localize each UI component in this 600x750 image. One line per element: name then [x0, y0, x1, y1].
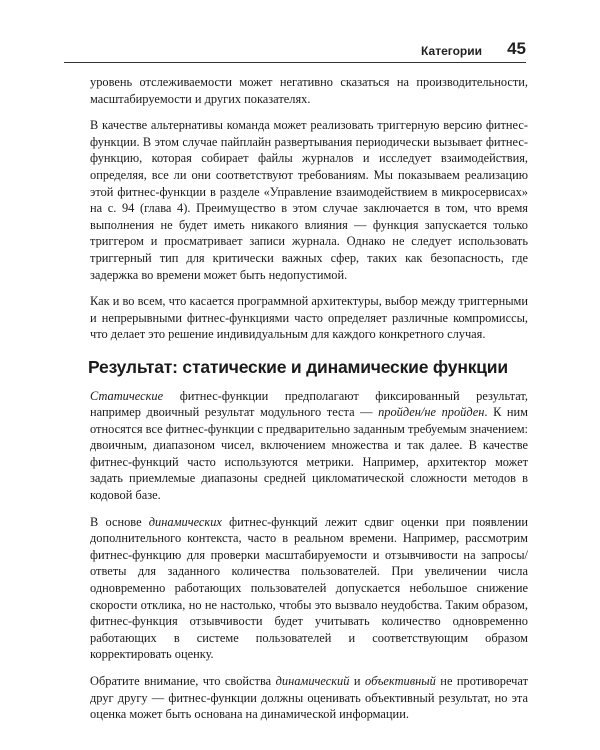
body-text — [90, 74, 528, 733]
paragraph — [90, 388, 528, 504]
text-run: не противоречат друг другу — фитнес-функции должны оценивать объективный результат, но эта оценка может быть основана на динамической информации. — [90, 674, 528, 722]
paragraph — [90, 293, 528, 343]
emphasis-text: динамических — [148, 514, 222, 529]
section-heading: Результат: статические и динамические функции — [88, 356, 508, 377]
paragraph — [90, 673, 528, 723]
paragraph — [90, 117, 528, 283]
emphasis-text: пройден/не пройден — [378, 405, 485, 420]
text-run: Как и во всем, что касается программной архитектуры, выбор между триггерными и непрерывными фитнес-функциями часто определяет различные компромиссы, что делает это решение индивидуальным для каждого конкретного случая. — [90, 294, 528, 342]
page-number: 45 — [507, 39, 526, 58]
text-run: В основе — [90, 514, 149, 529]
emphasis-text: объективный — [365, 674, 436, 688]
emphasis-text: Статические — [90, 388, 164, 403]
running-header-section: Категории — [421, 44, 482, 58]
running-header — [64, 40, 526, 63]
paragraphs-top — [90, 74, 528, 343]
paragraph — [90, 514, 528, 663]
text-run: и — [349, 674, 366, 688]
text-run: фитнес-функции предполагают фиксированный результат, например двоичный результат модульного теста — — [90, 388, 528, 420]
paragraphs-bottom — [90, 388, 528, 723]
text-run: Обратите внимание, что свойства — [90, 674, 276, 688]
paragraph — [90, 74, 528, 107]
text-run: В качестве альтернативы команда может реализовать триггерную версию фитнес-функции. В этом случае пайплайн развертывания периодически вызывает фитнес-функцию, которая собирает файлы журналов и исследует взаимодействия, определяя, все ли они соответствуют требованиям. Мы показываем реализацию этой фитнес-функции в разделе «Управление взаимодействием в микросервисах» на с. 94 (глава 4). Преимущество в этом случае заключается в том, что время выполнения не будет иметь никакого влияния — функция запускается только триггером и просматривает записи журнала. Однако не следует использовать триггерный тип для критически важных сфер, таких как безопасность, где задержка во времени может быть недопустимой. — [90, 118, 528, 282]
text-run: . К ним относятся все фитнес-функции с предварительно заданным требуемым значением: двоичным, диапазоном чисел, включением множества и так далее. В качестве фитнес-функций часто используются метрики. Например, архитектор может задать приемлемые диапазоны средней цикломатической сложности методов в кодовой базе. — [90, 405, 528, 503]
text-run: фитнес-функций лежит сдвиг оценки при появлении дополнительного контекста, часто в реальном времени. Например, рассмотрим фитнес-функцию для проверки масштабируемости и отзывчивости на запросы/ответы для заданного количества пользователей. При увеличении числа одновременно работающих пользователей допускается небольшое снижение скорости отклика, но не настолько, чтобы это вызвало неудобства. Таким образом, фитнес-функция отзывчивости будет учитывать количество одновременно работающих в системе пользователей и соответствующим образом корректировать оценку. — [90, 514, 528, 662]
text-run: уровень отслеживаемости может негативно сказаться на производительности, масштабируемости и других показателях. — [90, 75, 528, 106]
emphasis-text: динамический — [275, 674, 350, 688]
